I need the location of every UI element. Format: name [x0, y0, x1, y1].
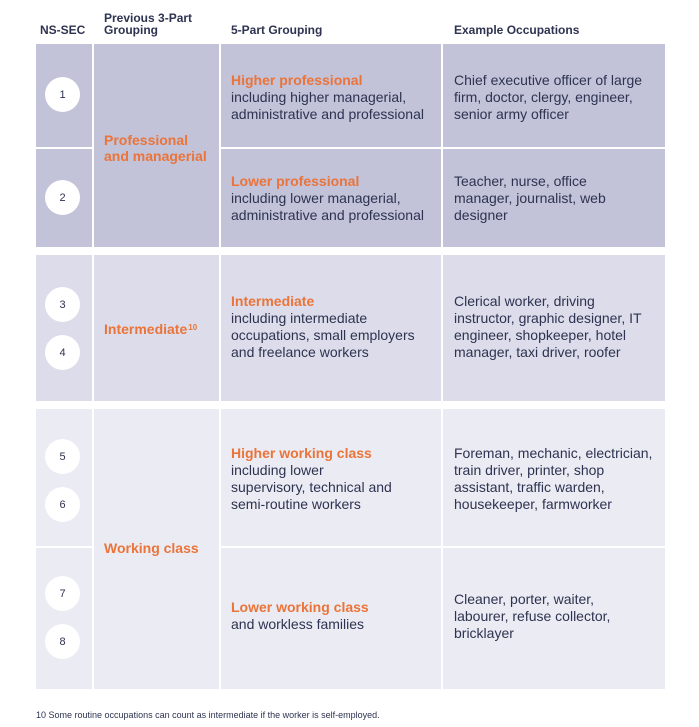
group-label-working-class: Working class [104, 540, 199, 556]
grouping-cell [231, 173, 436, 224]
ns-sec-number-badge: 2 [45, 180, 80, 215]
footnote: 10 Some routine occupations can count as intermediate if the worker is self-employed. [36, 710, 380, 720]
ns-sec-number-badge: 4 [45, 335, 80, 370]
group-label-intermediate: Intermediate$^{10}$ [104, 321, 198, 337]
example-occupations-cell: Chief executive officer of large firm, doctor, clergy, engineer, senior army officer [454, 72, 643, 122]
example-occupations-cell: Foreman, mechanic, electrician, train driver, printer, shop assistant, traffic warden, housekeeper, farmworker [454, 445, 653, 512]
ns-sec-number-badge: 5 [45, 439, 80, 474]
row-divider [36, 147, 92, 149]
ns-sec-number-badge: 1 [45, 77, 80, 112]
ns-sec-number-badge: 3 [45, 287, 80, 322]
grouping-cell [231, 293, 436, 361]
grouping-title: Lower working class [231, 599, 369, 615]
column-divider [92, 255, 94, 401]
group-label-professional: Professional and managerial [104, 132, 207, 164]
ns-sec-number-badge: 6 [45, 487, 80, 522]
column-divider [219, 44, 221, 247]
grouping-description: and workless families [231, 616, 365, 632]
column-divider [92, 44, 94, 247]
ns-sec-number-badge: 8 [45, 624, 80, 659]
column-divider [219, 409, 221, 689]
header-five-part-grouping: 5-Part Grouping [231, 23, 323, 37]
column-divider [441, 44, 443, 247]
grouping-description: including lower supervisory, technical and semi-routine workers [231, 462, 392, 512]
grouping-description: including lower managerial, administrative and professional [231, 190, 424, 223]
grouping-title: Higher working class [231, 445, 372, 461]
column-divider [441, 255, 443, 401]
grouping-description: including higher managerial, administrative and professional [231, 89, 424, 122]
example-occupations-cell: Clerical worker, driving instructor, graphic designer, IT engineer, shopkeeper, hotel manager, taxi driver, roofer [454, 293, 642, 360]
column-divider [441, 409, 443, 689]
grouping-title: Lower professional [231, 173, 360, 189]
example-occupations-cell: Teacher, nurse, office manager, journalist, web designer [454, 173, 606, 223]
header-previous-grouping: Previous 3-Part Grouping [104, 11, 193, 37]
grouping-cell [231, 72, 436, 123]
column-divider [219, 255, 221, 401]
example-occupations-cell: Cleaner, porter, waiter, labourer, refuse collector, bricklayer [454, 591, 611, 641]
grouping-title: Intermediate [231, 293, 315, 309]
grouping-title: Higher professional [231, 72, 363, 88]
grouping-cell [231, 599, 436, 633]
row-divider [221, 147, 665, 149]
row-divider [221, 546, 665, 548]
column-divider [92, 409, 94, 689]
grouping-description: including intermediate occupations, small employers and freelance workers [231, 310, 415, 360]
grouping-cell [231, 445, 401, 513]
header-ns-sec: NS-SEC [40, 23, 86, 37]
ns-sec-number-badge: 7 [45, 576, 80, 611]
header-example-occupations: Example Occupations [454, 23, 580, 37]
row-divider [36, 546, 92, 548]
footnote-ref: 10 [188, 323, 198, 332]
